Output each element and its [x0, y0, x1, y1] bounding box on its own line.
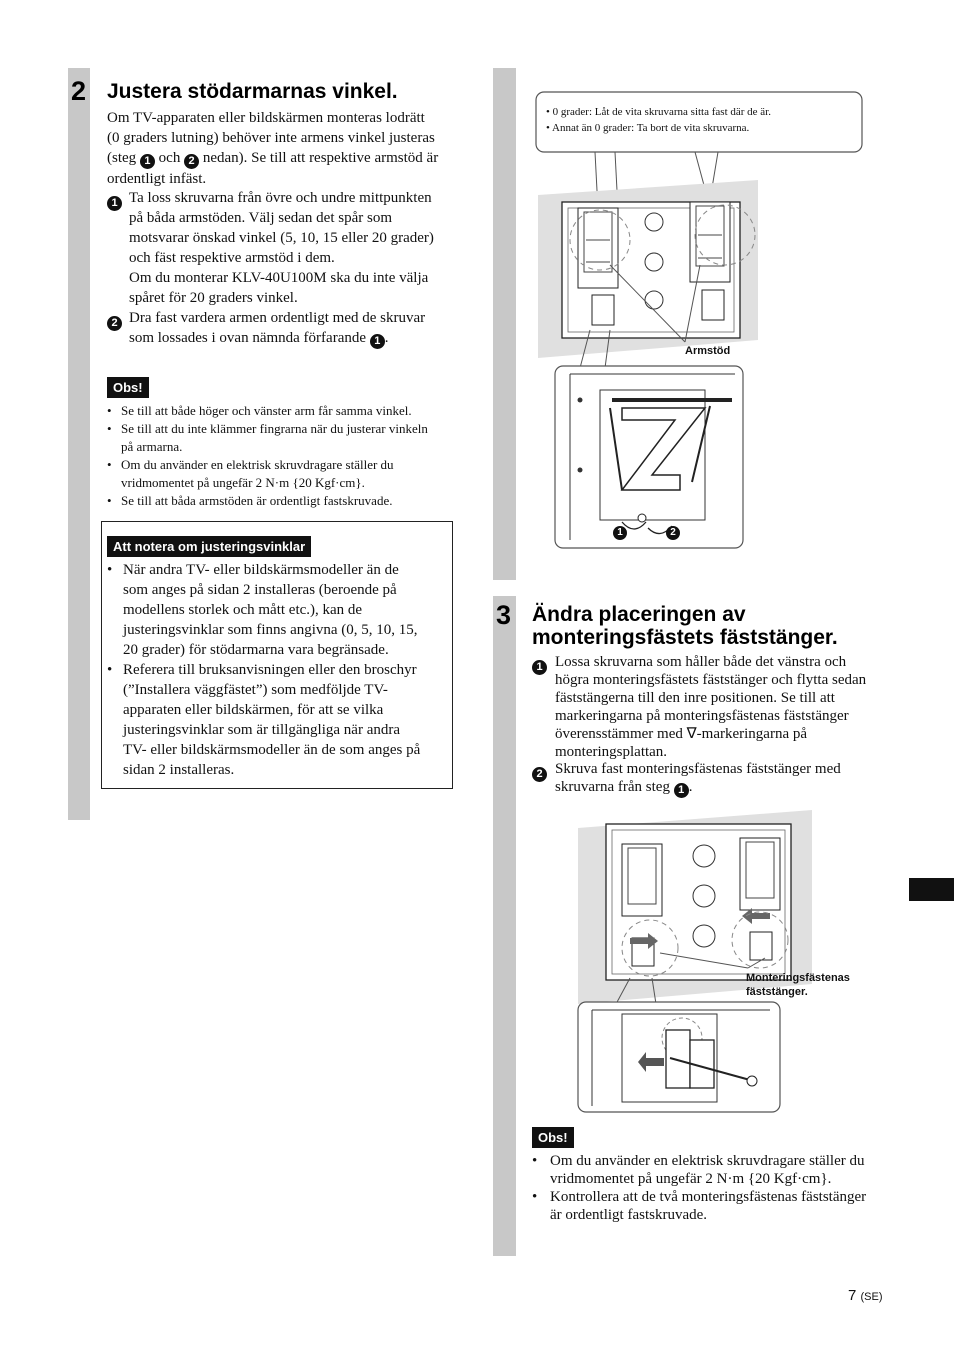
step3-substep-1-marker: 1 [532, 655, 547, 675]
substep-line: högra monteringsfästets fäststänger och flytta sedan [555, 672, 867, 688]
obs-item: • Se till att båda armstöden är ordentligt fastskruvade. [107, 493, 393, 508]
note-line: TV- eller bildskärmsmodeller än de som anges på [123, 742, 421, 758]
substep-line: Ta loss skruvarna från övre och undre mittpunkten [129, 190, 432, 206]
step3-obs-label: Obs! [532, 1127, 574, 1148]
substep-line: som lossades i ovan nämnda förfarande 1 . [129, 330, 389, 347]
obs-item: • Se till att både höger och vänster arm får samma vinkel. [107, 403, 412, 418]
substep-text: skruvarna från steg [555, 779, 670, 795]
step2-number: 2 [71, 76, 87, 106]
note-line: justeringsvinklar som är tillgängliga när andra [123, 722, 401, 738]
substep-line: överensstämmer med ∇-markeringarna på [555, 726, 808, 742]
note-line: • Referera till bruksanvisningen eller den broschyr [107, 662, 417, 678]
step3-substep-2 [555, 760, 895, 798]
obs-item-cont: är ordentligt fastskruvade. [550, 1207, 708, 1223]
step3-title-line: Ändra placeringen av [532, 603, 746, 626]
substep-text: som lossades i ovan nämnda förfarande [129, 330, 367, 346]
step3-substep-2-marker: 2 [532, 762, 547, 782]
step2-obs-list [107, 402, 467, 510]
intro-text: (steg [107, 150, 137, 166]
callout-line: • 0 grader: Låt de vita skruvarna sitta fast där de är. [546, 106, 771, 118]
step3-substep-1 [555, 653, 895, 761]
figure-sidebar [493, 68, 516, 580]
substep-1-marker: 1 [107, 191, 122, 211]
section-tab [909, 878, 954, 901]
intro-line [107, 148, 477, 169]
note-line: apparaten eller bildskärmen, för att se vilka [123, 702, 384, 718]
figure-marker-1: 1 [617, 527, 623, 538]
figure-2 [570, 808, 880, 1118]
armstod-label: Armstöd [685, 345, 731, 357]
step-marker-2: 2 [184, 154, 199, 169]
callout-text [546, 104, 856, 136]
step2-substep-2 [129, 308, 479, 349]
step3-title-line: monteringsfästets fäststänger. [532, 626, 838, 649]
note-line: justeringsvinklar som finns angivna (0, 5, 10, 15, [123, 622, 418, 638]
substep-line: spåret för 20 graders vinkel. [129, 290, 298, 306]
step2-substep-1 [129, 188, 479, 308]
obs-item: • Kontrollera att de två monteringsfästenas fäststänger [532, 1189, 867, 1205]
fastening-bar-label-line: Monteringsfästenas [746, 972, 850, 984]
note-line: (”Installera väggfästet”) som medföljde TV- [123, 682, 388, 698]
substep-line: på båda armstöden. Välj sedan det spår som [129, 210, 392, 226]
page-language: (SE) [860, 1291, 883, 1303]
substep-line: motsvarar önskad vinkel (5, 10, 15 eller 20 grader) [129, 230, 434, 246]
callout-line: • Annat än 0 grader: Ta bort de vita skruvarna. [546, 122, 750, 134]
page-number-value: 7 [848, 1287, 857, 1304]
intro-line: ordentligt infäst. [107, 171, 207, 187]
substep-line: markeringarna på monteringsfästenas fäststänger [555, 708, 849, 724]
step2-sidebar [68, 68, 90, 820]
substep-line: monteringsplattan. [555, 744, 668, 760]
step-marker-1: 1 [140, 154, 155, 169]
bracket-illustration [530, 90, 870, 550]
fastening-bar-illustration [570, 808, 880, 1118]
note-line: modellens storlek och mått etc.), kan de [123, 602, 363, 618]
fastening-bar-label [746, 971, 850, 999]
obs-item-cont: vridmomentet på ungefär 2 N·m {20 Kgf·cm}. [121, 475, 365, 490]
step-marker-1: 1 [674, 783, 689, 798]
fastening-bar-label-line: fäststänger. [746, 986, 808, 998]
step2-title: Justera stödarmarnas vinkel. [107, 80, 398, 103]
step-marker-1: 1 [370, 334, 385, 349]
intro-text: nedan). Se till att respektive armstöd är [202, 150, 439, 166]
obs-item: • Om du använder en elektrisk skruvdragare ställer du [107, 457, 394, 472]
note-line: som anges på sidan 2 installeras (beroende på [123, 582, 397, 598]
note-line: • När andra TV- eller bildskärmsmodeller än de [107, 562, 399, 578]
page-number [848, 1287, 883, 1304]
substep-2-marker: 2 [107, 311, 122, 331]
substep-line: skruvarna från steg 1 . [555, 779, 693, 796]
obs-item: • Om du använder en elektrisk skruvdragare ställer du [532, 1153, 865, 1169]
step3-number: 3 [496, 600, 512, 630]
intro-line: (0 graders lutning) behöver inte armens vinkel justeras [107, 130, 435, 146]
obs-item: • Se till att du inte klämmer fingrarna när du justerar vinkeln [107, 421, 428, 436]
step3-obs-list [532, 1152, 892, 1224]
substep-line: Dra fast vardera armen ordentligt med de skruvar [129, 310, 426, 326]
obs-item-cont: på armarna. [121, 439, 183, 454]
step3-sidebar [493, 596, 516, 1256]
figure-1 [530, 90, 870, 550]
substep-line: Lossa skruvarna som håller både det vänstra och [555, 654, 847, 670]
angle-note-list [107, 560, 447, 780]
substep-line: Skruva fast monteringsfästenas fäststänger med [555, 761, 841, 777]
substep-line: och fäst respektive armstöd i dem. [129, 250, 335, 266]
step2-intro [107, 108, 477, 189]
angle-note-title: Att notera om justeringsvinklar [107, 536, 311, 557]
substep-line: Om du monterar KLV-40U100M ska du inte välja [129, 270, 429, 286]
step3-title [532, 603, 838, 649]
figure-marker-2: 2 [670, 527, 676, 538]
intro-text: och [158, 150, 181, 166]
intro-line: Om TV-apparaten eller bildskärmen monteras lodrätt [107, 110, 425, 126]
substep-line: fäststängerna till den inre positionen. Se till att [555, 690, 835, 706]
note-line: sidan 2 installeras. [123, 762, 235, 778]
note-line: 20 grader) för stödarmarna vara begränsade. [123, 642, 389, 658]
step2-obs-label: Obs! [107, 377, 149, 398]
obs-item-cont: vridmomentet på ungefär 2 N·m {20 Kgf·cm}. [550, 1171, 832, 1187]
